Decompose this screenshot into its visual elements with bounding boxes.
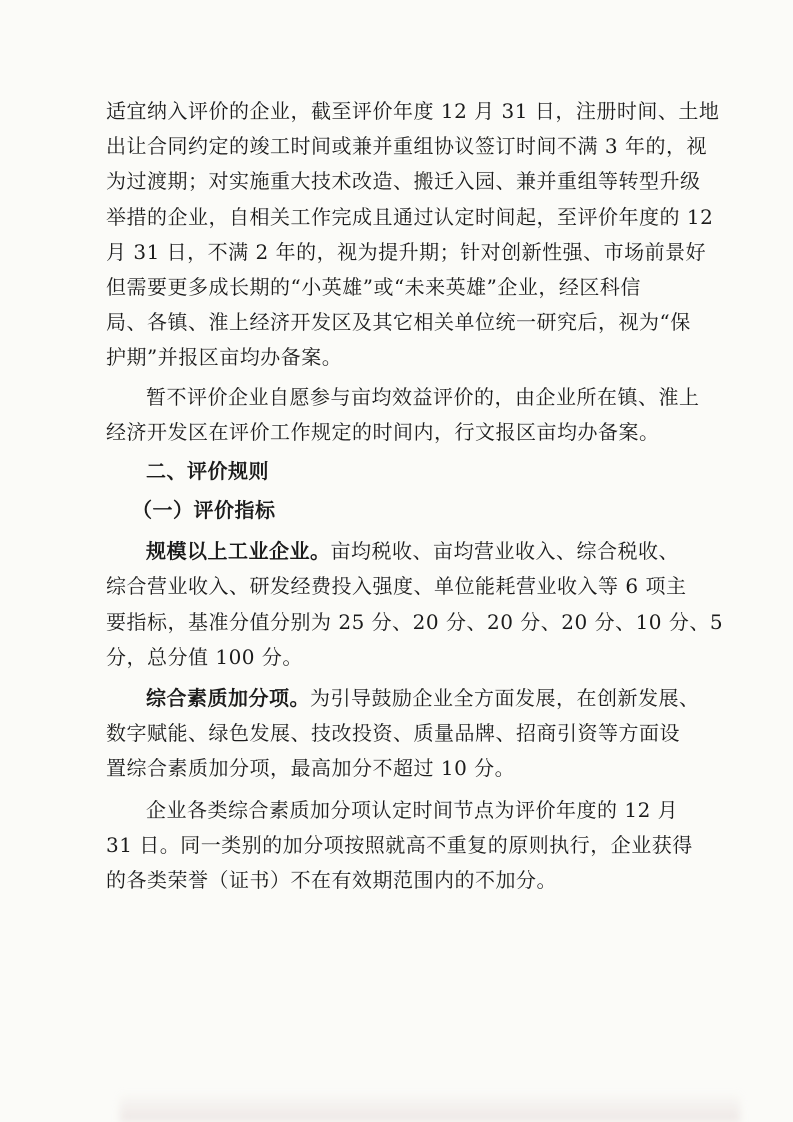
text-line: 要指标，基准分值分别为 25 分、20 分、20 分、20 分、10 分、5 (106, 609, 724, 634)
bold-lead-text: 综合素质加分项。 (146, 686, 310, 711)
subsection-heading: （一）评价指标 (132, 498, 276, 523)
text-line: 置综合素质加分项，最高加分不超过 10 分。 (106, 756, 516, 781)
text-line: 局、各镇、淮上经济开发区及其它相关单位统一研究后，视为“保 (106, 310, 691, 335)
text-line: 出让合同约定的竣工时间或兼并重组协议签订时间不满 3 年的，视 (106, 134, 707, 159)
section-heading: 二、评价规则 (146, 458, 269, 483)
text-line: 但需要更多成长期的“小英雄”或“未来英雄”企业，经区科信 (106, 274, 641, 299)
text-line: 经济开发区在评价工作规定的时间内，行文报区亩均办备案。 (106, 419, 660, 444)
document-body (106, 88, 724, 898)
paragraph-bonus-items (106, 681, 706, 787)
paragraph-voluntary-evaluation (106, 380, 706, 450)
text-line (106, 534, 706, 569)
text-line: 为过渡期；对实施重大技术改造、搬迁入园、兼并重组等转型升级 (106, 169, 701, 194)
text-line: 举措的企业，自相关工作完成且通过认定时间起，至评价年度的 12 (106, 204, 714, 229)
text-line: 适宜纳入评价的企业，截至评价年度 12 月 31 日，注册时间、土地 (106, 99, 720, 123)
text-line: 护期”并报区亩均办备案。 (106, 345, 343, 370)
paragraph-bonus-timing (106, 793, 706, 899)
bold-lead-text: 规模以上工业企业。 (146, 539, 331, 564)
text-line: 企业各类综合素质加分项认定时间节点为评价年度的 12 月 (146, 797, 679, 822)
text-line: 数字赋能、绿色发展、技改投资、质量品牌、招商引资等方面设 (106, 721, 680, 746)
text-line: 月 31 日，不满 2 年的，视为提升期；针对创新性强、市场前景好 (106, 239, 707, 264)
text-line: 31 日。同一类别的加分项按照就高不重复的原则执行，企业获得 (106, 832, 693, 857)
text-run: 亩均税收、亩均营业收入、综合税收、 (330, 539, 679, 564)
text-line: 综合营业收入、研发经费投入强度、单位能耗营业收入等 6 项主 (106, 574, 687, 599)
paragraph-transition-periods (106, 94, 720, 376)
text-line: 的各类荣誉（证书）不在有效期范围内的不加分。 (106, 867, 557, 892)
text-line: 分，总分值 100 分。 (106, 644, 303, 669)
text-run: 为引导鼓励企业全方面发展，在创新发展、 (310, 686, 700, 711)
text-line: 暂不评价企业自愿参与亩均效益评价的，由企业所在镇、淮上 (146, 384, 700, 409)
paragraph-industrial-enterprises (106, 534, 724, 675)
scan-smudge (120, 1092, 740, 1122)
text-line (106, 681, 706, 716)
